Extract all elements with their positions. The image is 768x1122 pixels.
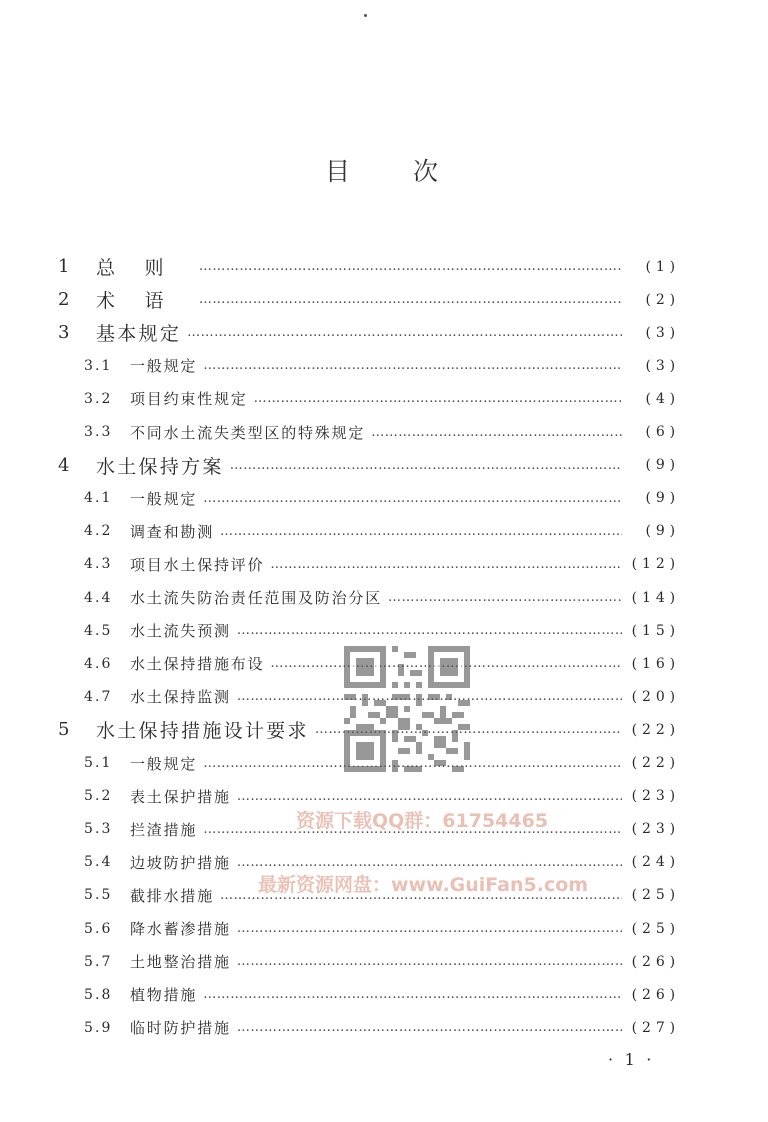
toc-entry-page: (22): [631, 721, 680, 738]
page-number: · 1 ·: [608, 1050, 655, 1069]
toc-entry-number: 4.7: [84, 688, 113, 705]
toc-leader-dots: [270, 557, 622, 572]
toc-leader-dots: [237, 1020, 622, 1035]
toc-leader-dots: [203, 987, 622, 1002]
toc-leader-dots: [237, 921, 622, 936]
toc-entry-page: (24): [631, 854, 680, 871]
toc-entry-label: 总则: [96, 257, 193, 279]
toc-entry-number: 3: [58, 322, 70, 344]
toc-leader-dots: [237, 954, 622, 969]
toc-entry[interactable]: [58, 349, 680, 382]
qr-code-icon: [344, 645, 470, 773]
toc-entry-label: 水土保持方案: [96, 455, 224, 478]
toc-entry-number: 4.1: [84, 490, 113, 507]
toc-entry-number: 5.5: [84, 887, 113, 904]
toc-entry-page: (27): [631, 1019, 680, 1036]
toc-entry-number: 3.1: [84, 357, 113, 374]
toc-leader-dots: [254, 391, 622, 406]
toc-entry-number: 5.7: [84, 953, 113, 970]
toc-leader-dots: [203, 491, 622, 506]
toc-entry-label: 项目水土保持评价: [130, 555, 265, 574]
title-right-char: 次: [413, 157, 444, 186]
toc-entry-label: 项目约束性规定: [130, 390, 248, 409]
watermark-website: 最新资源网盘：www.GuiFan5.com: [258, 874, 589, 896]
toc-entry-number: 3.2: [84, 390, 113, 407]
toc-entry-page: (9): [645, 490, 680, 507]
toc-entry-page: (22): [631, 755, 680, 771]
toc-entry-page: (12): [631, 556, 680, 573]
toc-entry[interactable]: [58, 978, 680, 1011]
toc-entry-number: 5.1: [84, 755, 113, 771]
toc-entry-label: 降水蓄渗措施: [130, 920, 231, 938]
toc-entry-number: 4.3: [84, 556, 113, 573]
toc-entry-number: 5.6: [84, 920, 113, 937]
toc-leader-dots: [203, 358, 622, 373]
toc-entry-label: 一般规定: [130, 754, 198, 773]
toc-entry-number: 5.9: [84, 1019, 113, 1036]
toc-entry-page: (23): [631, 821, 680, 838]
toc-entry-page: (25): [631, 887, 680, 904]
toc-entry-label: 水土保持措施布设: [130, 655, 265, 674]
title-left-char: 目: [324, 157, 355, 186]
toc-leader-dots: [371, 425, 622, 440]
toc-entry-number: 3.3: [84, 424, 113, 440]
toc-entry-number: 5.4: [84, 854, 113, 871]
toc-entry-page: (26): [631, 953, 680, 970]
toc-entry[interactable]: [58, 283, 680, 316]
toc-entry[interactable]: [58, 581, 680, 614]
toc-entry-number: 5: [58, 719, 70, 741]
toc-entry[interactable]: [58, 250, 680, 283]
toc-entry-page: (2): [645, 291, 680, 308]
toc-entry-number: 4.2: [84, 523, 113, 540]
toc-entry-label: 水土流失预测: [130, 622, 231, 641]
top-dot: [364, 14, 367, 17]
toc-entry-number: 4.6: [84, 655, 113, 672]
toc-entry[interactable]: [58, 1011, 680, 1044]
toc-leader-dots: [237, 789, 622, 804]
toc-entry[interactable]: [58, 912, 680, 945]
toc-entry[interactable]: [58, 482, 680, 515]
toc-entry-label: 基本规定: [96, 323, 182, 346]
toc-leader-dots: [187, 325, 622, 340]
toc-leader-dots: [388, 590, 622, 605]
toc-leader-dots: [199, 292, 622, 307]
toc-entry-page: (16): [631, 655, 680, 672]
toc-entry[interactable]: [58, 382, 680, 415]
toc-entry-label: 调查和勘测: [130, 522, 215, 541]
toc-entry-label: 边坡防护措施: [130, 853, 231, 872]
toc-entry-label: 不同水土流失类型区的特殊规定: [130, 423, 366, 442]
toc-entry-label: 一般规定: [130, 357, 198, 376]
toc-leader-dots: [237, 623, 622, 638]
toc-entry-page: (9): [645, 523, 680, 540]
toc-entry-label: 水土保持措施设计要求: [96, 720, 309, 743]
toc-entry-page: (23): [631, 788, 680, 805]
toc-entry-label: 一般规定: [130, 489, 198, 508]
toc-entry[interactable]: [58, 316, 680, 349]
toc-entry[interactable]: [58, 449, 680, 482]
toc-entry-number: 5.3: [84, 821, 113, 838]
toc-entry-label: 截排水措施: [130, 886, 215, 905]
toc-entry-page: (25): [631, 920, 680, 937]
toc-entry-label: 土地整治措施: [130, 953, 231, 972]
watermark-qq: 资源下载QQ群：61754465: [296, 810, 549, 832]
toc-entry-label: 临时防护措施: [130, 1019, 231, 1038]
toc-entry-page: (4): [645, 390, 680, 407]
toc-entry[interactable]: [58, 416, 680, 449]
toc-entry-page: (9): [645, 457, 680, 474]
toc-entry-page: (26): [631, 986, 680, 1003]
toc-leader-dots: [237, 855, 622, 870]
toc-entry-label: 术语: [96, 290, 193, 313]
toc-entry-number: 4: [58, 454, 70, 476]
toc-leader-dots: [199, 259, 622, 274]
toc-entry-number: 4.5: [84, 622, 113, 639]
toc-entry-label: 拦渣措施: [130, 820, 198, 839]
toc-entry-page: (1): [645, 258, 680, 275]
toc-entry[interactable]: [58, 945, 680, 978]
toc-entry-label: 表土保护措施: [130, 787, 231, 806]
toc-entry-label: 植物措施: [130, 986, 198, 1005]
toc-entry-page: (14): [631, 589, 680, 606]
toc-leader-dots: [230, 458, 622, 473]
toc-entry-page: (15): [631, 622, 680, 639]
toc-entry[interactable]: [58, 614, 680, 647]
toc-leader-dots: [220, 524, 622, 539]
toc-entry[interactable]: [58, 515, 680, 548]
toc-entry-page: (3): [645, 357, 680, 374]
toc-entry-number: 4.4: [84, 589, 113, 606]
toc-entry-page: (6): [645, 424, 680, 440]
toc-entry-number: 2: [58, 289, 70, 311]
toc-entry-number: 1: [58, 256, 70, 277]
toc-entry-number: 5.8: [84, 986, 113, 1003]
toc-entry-number: 5.2: [84, 788, 113, 805]
toc-entry[interactable]: [58, 548, 680, 581]
page-title: [0, 152, 768, 188]
toc-entry-page: (3): [645, 324, 680, 341]
toc-entry-label: 水土保持监测: [130, 688, 231, 707]
toc-entry-label: 水土流失防治责任范围及防治分区: [130, 589, 383, 607]
toc-entry-page: (20): [631, 688, 680, 705]
